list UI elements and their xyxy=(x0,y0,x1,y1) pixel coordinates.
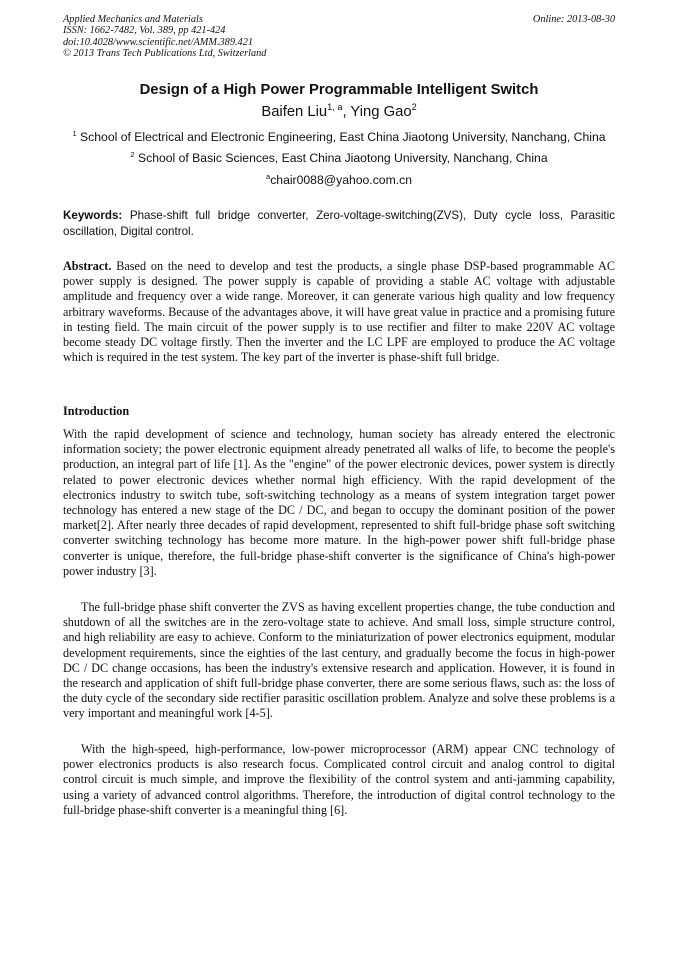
journal-header xyxy=(63,14,615,60)
affiliation-text: School of Basic Sciences, East China Jiaotong University, Nanchang, China xyxy=(137,151,548,165)
author-superscript: 1, a xyxy=(327,102,343,113)
author-email xyxy=(0,173,678,187)
intro-paragraph-3: With the high-speed, high-performance, low-power microprocessor (ARM) appear CNC technology of power electronics products is also research focus. Complicated control circuit and analog control to digital control circuit is much simple, and improve the flexibility of the control system and anti-jamming capability, using a variety of advanced control algorithms. Therefore, the introduction of digital control technology to the full-bridge phase-shift converter is a meaningful thing [6]. xyxy=(63,742,615,817)
email-marker: a xyxy=(266,171,271,181)
intro-paragraph-1: With the rapid development of science and technology, human society has already entered the electronic information society; the power electronic equipment already penetrated all walks of life, to become the people's production, an integral part of life [1]. As the "engine" of the power electronic devices, power system is directly related to power electronic devices whether normal high efficiency. With the rapid development of the electronics industry to switch tube, soft-switching technology as a means of system integration target power technology has entered a new stage of the DC / DC, and began to occupy the dominant position of the power market[2]. After nearly three decades of rapid development, represented to shift full-bridge phase soft switching converter switching technology has become more mature. In the high-power power shift full-bridge phase converter is unique, therefore, the full-bridge phase-shift converter is the significance of China's high-power power industry [3]. xyxy=(63,427,615,578)
abstract-paragraph xyxy=(63,259,615,365)
author-superscript: 2 xyxy=(411,102,417,113)
doi-line: doi:10.4028/www.scientific.net/AMM.389.421 xyxy=(63,36,253,48)
journal-name: Applied Mechanics and Materials xyxy=(63,14,203,25)
online-date: Online: 2013-08-30 xyxy=(532,14,615,25)
intro-paragraph-2: The full-bridge phase shift converter the ZVS as having excellent properties change, the tube conduction and shutdown of all the switches are in the zero-voltage state to achieve. And small loss, simple structure control, and high reliability are easy to achieve. Conform to the miniaturization of power electronics equipment, modular development requirements, since the eighties of the last century, and gradually become the focus in high-power DC / DC change occasions, has been the industry's extensive research and application. However, it is found in the research and application of shift full-bridge phase converter, there are some serious flaws, such as: the loss of the duty cycle of the secondary side rectifier parasitic oscillation problem. Analyze and solve these problems is a very important and meaningful work [4-5]. xyxy=(63,600,615,721)
affiliation-2 xyxy=(0,151,678,165)
keywords-text: Phase-shift full bridge converter, Zero-voltage-switching(ZVS), Duty cycle loss, Parasitic oscillation, Digital control. xyxy=(63,209,615,238)
author-list xyxy=(0,104,678,120)
paper-title: Design of a High Power Programmable Intelligent Switch xyxy=(139,82,539,98)
affiliation-1 xyxy=(0,130,678,144)
abstract-label: Abstract. xyxy=(63,259,112,273)
author-separator: , xyxy=(342,104,351,120)
keywords-block xyxy=(63,208,615,239)
email-text: chair0088@yahoo.com.cn xyxy=(270,173,412,187)
issn-line: ISSN: 1662-7482, Vol. 389, pp 421-424 xyxy=(63,25,226,37)
abstract-text: Based on the need to develop and test the products, a single phase DSP-based programmable AC power supply is designed. The power supply is capable of providing a stable AC voltage with adjustable amplitude and frequency over a wide range. Moreover, it can generate various high quality and low frequency arbitrary waveforms. Because of the advantages above, it will have great value in practice and a promising future in testing field. The main circuit of the power supply is to use rectifier and filter to make 220V AC voltage become steady DC voltage firstly. Then the inverter and the LC LPF are employed to produce the AC voltage which is required in the test system. The key part of the inverter is phase-shift full bridge. xyxy=(63,259,615,365)
affiliation-marker: 1 xyxy=(72,128,77,138)
keywords-label: Keywords: xyxy=(63,209,123,222)
author-name: Ying Gao xyxy=(350,104,412,120)
copyright-line: © 2013 Trans Tech Publications Ltd, Switzerland xyxy=(63,48,267,60)
affiliation-text: School of Electrical and Electronic Engineering, East China Jiaotong University, Nanchang, China xyxy=(80,130,606,144)
section-heading: Introduction xyxy=(63,404,130,418)
author-name: Baifen Liu xyxy=(261,104,328,120)
affiliation-marker: 2 xyxy=(130,149,135,159)
